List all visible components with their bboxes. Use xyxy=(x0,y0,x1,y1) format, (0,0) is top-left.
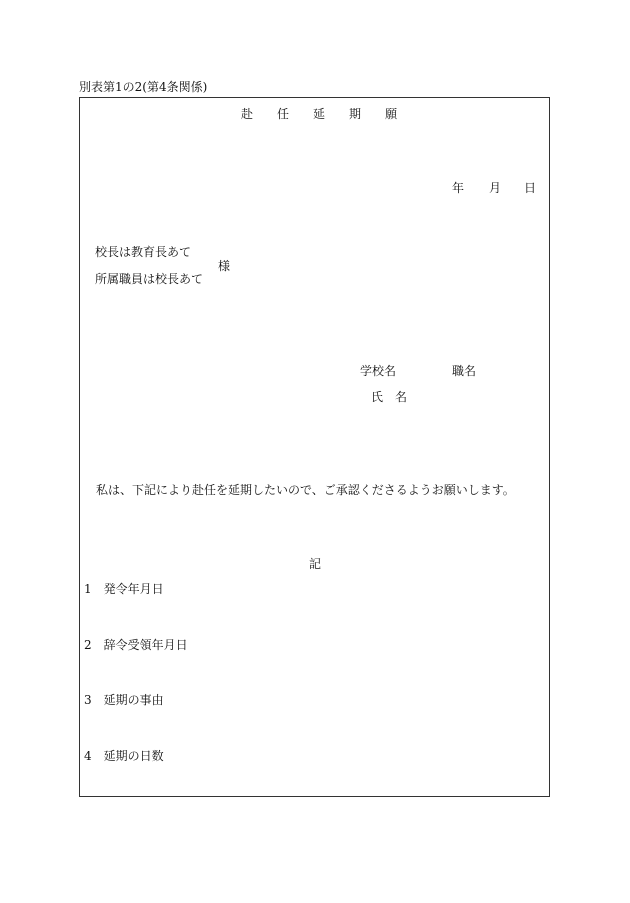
item-label: 発令年月日 xyxy=(103,582,164,596)
title-char: 期 xyxy=(349,107,362,121)
addressee-line-2: 所属職員は校長あて xyxy=(95,272,204,286)
addressee-line-1: 校長は教育長あて xyxy=(95,245,192,259)
request-body-text: 私は、下記により赴任を延期したいので、ご承認くださるようお願いします。 xyxy=(96,483,515,497)
header-note: 別表第1の2(第4条関係) xyxy=(79,80,208,94)
school-name-label: 学校名 xyxy=(360,364,397,378)
form-frame xyxy=(79,97,550,797)
position-label: 職名 xyxy=(452,364,477,378)
item-1 xyxy=(84,583,164,595)
item-label: 辞令受領年月日 xyxy=(103,638,188,652)
addressee-honorific: 様 xyxy=(218,259,231,273)
item-number: 4 xyxy=(84,749,92,763)
date-year-label: 年 xyxy=(452,181,465,195)
item-number: 2 xyxy=(84,638,92,652)
applicant-name-label: 氏 名 xyxy=(371,390,408,404)
form-title xyxy=(241,108,397,120)
item-2 xyxy=(84,639,188,651)
title-char: 延 xyxy=(313,107,326,121)
date-month-label: 月 xyxy=(489,181,502,195)
title-char: 願 xyxy=(385,107,398,121)
item-label: 延期の日数 xyxy=(103,749,164,763)
title-char: 任 xyxy=(277,107,290,121)
date-day-label: 日 xyxy=(524,181,537,195)
item-number: 1 xyxy=(84,582,92,596)
item-label: 延期の事由 xyxy=(103,693,164,707)
item-4 xyxy=(84,750,164,762)
title-char: 赴 xyxy=(241,107,254,121)
item-number: 3 xyxy=(84,693,92,707)
notes-heading: 記 xyxy=(309,557,322,571)
item-3 xyxy=(84,694,164,706)
